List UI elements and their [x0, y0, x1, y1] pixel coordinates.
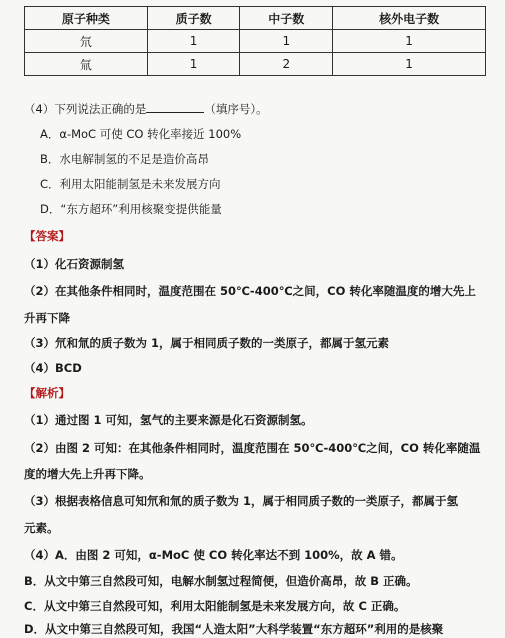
answer-line: 升再下降	[24, 311, 70, 325]
answer-line: （4）BCD	[24, 361, 82, 375]
table-cell: 2	[240, 53, 333, 76]
table-cell: 1	[333, 53, 486, 76]
analysis-line: （1）通过图 1 可知，氢气的主要来源是化石资源制氢。	[24, 413, 313, 427]
option-b: B．水电解制氢的不足是造价高昂	[40, 152, 209, 166]
question4-stem-after: （填序号）。	[204, 102, 268, 116]
question4-stem	[24, 101, 268, 117]
answer-line: （2）在其他条件相同时，温度范围在 50℃-400℃之间，CO 转化率随温度的增大先上	[24, 284, 476, 298]
table-cell: 氘	[25, 30, 148, 53]
answer-title: 【答案】	[24, 229, 70, 243]
answer-line: （3）氘和氚的质子数为 1，属于相同质子数的一类原子，都属于氢元素	[24, 336, 390, 350]
atom-table	[24, 6, 486, 76]
option-c: C．利用太阳能制氢是未来发展方向	[40, 177, 221, 191]
option-a: A．α-MoC 可使 CO 转化率接近 100%	[40, 127, 242, 141]
table-header-cell: 中子数	[240, 7, 333, 30]
analysis-title: 【解析】	[24, 386, 70, 400]
option-d: D．“东方超环”利用核聚变提供能量	[40, 202, 222, 216]
table-cell: 氚	[25, 53, 148, 76]
analysis-line: B．从文中第三自然段可知，电解水制氢过程简便，但造价高昂，故 B 正确。	[24, 574, 418, 588]
table-row	[25, 53, 486, 76]
table-cell: 1	[147, 30, 240, 53]
analysis-line: D．从文中第三自然段可知，我国“人造太阳”大科学装置“东方超环”利用的是核聚	[24, 622, 444, 636]
table-cell: 1	[240, 30, 333, 53]
table-cell: 1	[333, 30, 486, 53]
analysis-line: （4）A．由图 2 可知，α-MoC 使 CO 转化率达不到 100%，故 A 错。	[24, 548, 403, 562]
analysis-line: C．从文中第三自然段可知，利用太阳能制氢是未来发展方向，故 C 正确。	[24, 599, 406, 613]
answer-line: （1）化石资源制氢	[24, 257, 125, 271]
table-row	[25, 30, 486, 53]
table-header-cell: 原子种类	[25, 7, 148, 30]
analysis-line: 元素。	[24, 521, 59, 535]
question4-stem-before: （4）下列说法正确的是	[24, 102, 147, 116]
table-header-cell: 核外电子数	[333, 7, 486, 30]
answer-blank	[146, 102, 204, 113]
table-header-row	[25, 7, 486, 30]
table-header-cell: 质子数	[147, 7, 240, 30]
analysis-line: 度的增大先上升再下降。	[24, 467, 151, 481]
analysis-line: （2）由图 2 可知：在其他条件相同时，温度范围在 50℃-400℃之间，CO 转化率随温	[24, 441, 481, 455]
table-cell: 1	[147, 53, 240, 76]
analysis-line: （3）根据表格信息可知氘和氚的质子数为 1，属于相同质子数的一类原子，都属于氢	[24, 494, 459, 508]
